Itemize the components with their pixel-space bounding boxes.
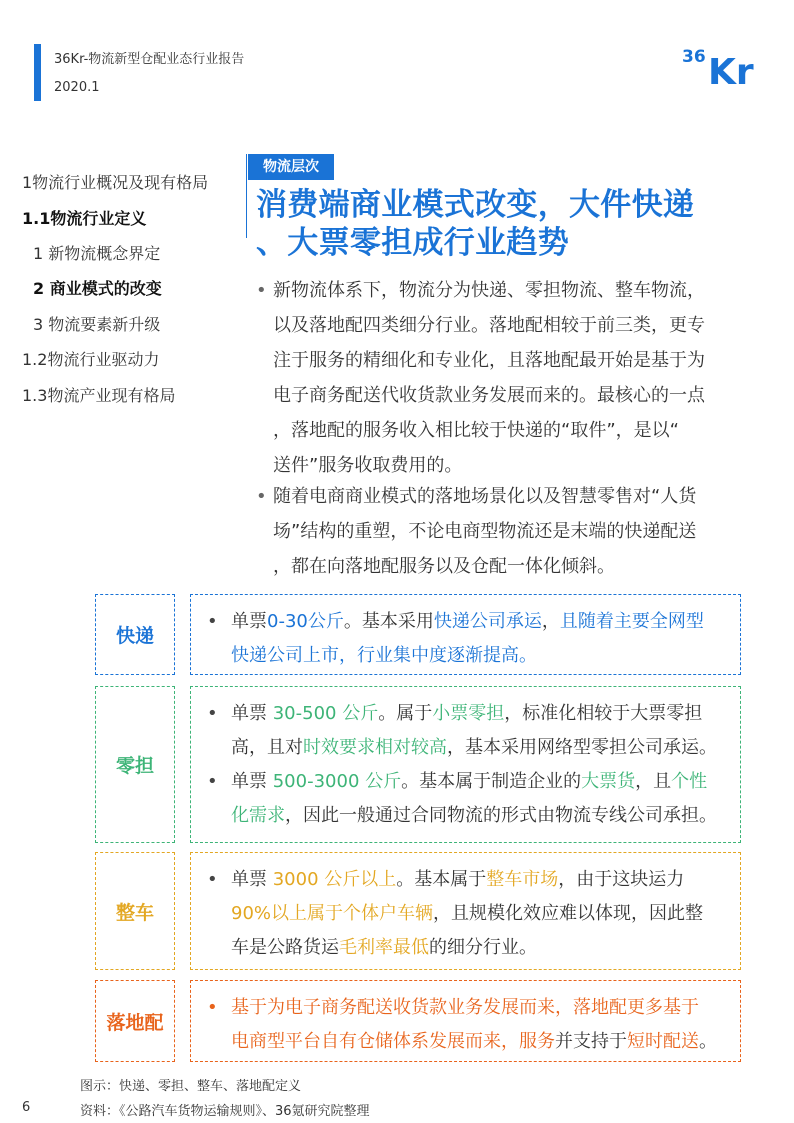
highlight-text: 毛利率最低 [339,937,429,958]
definition-item [201,863,728,965]
definition-line [231,765,728,799]
definition-line [231,991,728,1025]
paragraph-line: ，都在向落地配服务以及仓配一体化倾斜。 [273,556,615,577]
toc-item[interactable]: 1 新物流概念界定 [33,244,161,263]
highlight-text: 个性 [671,771,708,792]
content-ltl [190,686,741,843]
body-text: 高，且对 [231,737,303,758]
body-text: 并支持于 [555,1031,627,1052]
highlight-text: 短时配送 [627,1031,699,1052]
label-lastmile: 落地配 [95,980,175,1062]
toc-item[interactable]: 1.1物流行业定义 [22,209,147,228]
body-text: 单票 [231,771,273,792]
body-text: 车是公路货运 [231,937,339,958]
content-lastmile [190,980,741,1062]
body-text: ，因此一般通过合同物流的形式由物流专线公司承担。 [285,805,717,826]
highlight-text: 整车市场 [486,869,559,890]
definition-line [231,639,728,673]
definition-line [231,1025,728,1059]
paragraph-line: 以及落地配四类细分行业。落地配相较于前三类，更专 [273,315,705,336]
label-ltl: 零担 [95,686,175,843]
definition-line [231,605,728,639]
definition-item [201,605,728,673]
definition-item [201,697,728,765]
bullet-glyph: • [256,280,267,301]
paragraph-line: 场”结构的重塑，不论电商型物流还是末端的快递配送 [273,521,697,542]
report-title: 36Kr-物流新型仓配业态行业报告 [54,52,245,67]
highlight-text: 90%以上属于个体户车辆 [231,903,434,924]
body-text: ，标准化相较于大票零担 [504,703,703,724]
highlight-text: 大票货 [581,771,636,792]
content-express [190,594,741,675]
highlight-text: 服务 [519,1031,555,1052]
paragraph-line: 注于服务的精细化和专业化，且落地配最开始是基于为 [273,350,705,371]
body-text: 。 [699,1031,717,1052]
label-ftl: 整车 [95,852,175,970]
paragraph-text [256,273,734,483]
body-text: ，由于这块运力 [558,869,685,890]
heading-line-1: 消费端商业模式改变，大件快递 [256,187,695,223]
definition-line [231,931,728,965]
highlight-text: 500-3000 公斤 [272,771,402,792]
definition-item [201,991,728,1059]
paragraph-line: ，落地配的服务收入相比较于快递的“取件”，是以“ [273,420,679,441]
definition-line [231,697,728,731]
bullet-glyph: • [207,869,218,890]
paragraph-line: 送件”服务收取费用的。 [273,455,463,476]
logo-main-text: Kr [708,52,754,86]
highlight-text: 30-500 公斤 [272,703,379,724]
highlight-text: 3000 公斤以上 [272,869,397,890]
paragraph-line: 新物流体系下，物流分为快递、零担物流、整车物流， [273,280,705,301]
definition-line [231,799,728,833]
36kr-logo [682,42,764,86]
toc-item[interactable]: 2 商业模式的改变 [33,279,162,298]
bullet-glyph: • [207,611,218,632]
paragraph-text [256,479,734,584]
page-heading [256,186,746,262]
body-text: ，基本采用网络型零担公司承运。 [447,737,717,758]
heading-line-2: 、大票零担成行业趋势 [256,225,569,261]
title-divider [246,154,247,238]
definition-line [231,863,728,897]
body-text: 单票 [231,611,267,632]
definition-line [231,731,728,765]
highlight-text: 电商型平台自有仓储体系发展而来， [231,1031,519,1052]
definition-item [201,765,728,833]
highlight-text: 化需求 [231,805,285,826]
content-ftl [190,852,741,970]
body-text: 。基本属于 [396,869,487,890]
page-number: 6 [22,1100,31,1115]
highlight-text: 快递公司承运 [433,611,542,632]
paragraph-line: 随着电商商业模式的落地场景化以及智慧零售对“人货 [273,486,697,507]
highlight-text: 基于为电子商务配送收货款业务发展而来，落地配更多基于 [231,997,699,1018]
highlight-text: 小票零担 [432,703,505,724]
toc-item[interactable]: 3 物流要素新升级 [33,315,161,334]
bullet-glyph: • [207,771,218,792]
body-text: 的细分行业。 [429,937,537,958]
body-text: ，且规模化效应难以体现，因此整 [433,903,704,924]
toc-item[interactable]: 1物流行业概况及现有格局 [22,173,209,192]
toc-item[interactable]: 1.3物流产业现有格局 [22,386,176,405]
paragraph-line: 电子商务配送代收货款业务发展而来的。最核心的一点 [273,385,705,406]
highlight-text: 0-30公斤 [267,611,344,632]
source-note: 资料：《公路汽车货物运输规则》、36氪研究院整理 [80,1104,370,1119]
highlight-text: 且随着主要全网型 [559,611,704,632]
body-text: ， [541,611,560,632]
header-accent-bar [34,44,41,101]
body-text: 。属于 [378,703,433,724]
body-text: 单票 [231,703,273,724]
report-date: 2020.1 [54,80,100,95]
body-text: 单票 [231,869,273,890]
section-tag: 物流层次 [248,154,334,180]
bullet-glyph: • [207,703,218,724]
intro-paragraph-1 [256,273,734,483]
figure-caption: 图示：快递、零担、整车、落地配定义 [80,1079,302,1094]
body-text: 。基本属于制造企业的 [401,771,582,792]
toc-item[interactable]: 1.2物流行业驱动力 [22,350,160,369]
bullet-glyph: • [256,486,267,507]
definition-line [231,897,728,931]
highlight-text: 快递公司上市，行业集中度逐渐提高。 [231,645,537,666]
body-text: ，且 [635,771,672,792]
highlight-text: 时效要求相对较高 [303,737,447,758]
intro-paragraph-2 [256,479,734,584]
body-text: 。基本采用 [343,611,434,632]
logo-small-text: 36 [682,47,706,67]
label-express: 快递 [95,594,175,675]
bullet-glyph: • [207,997,218,1018]
